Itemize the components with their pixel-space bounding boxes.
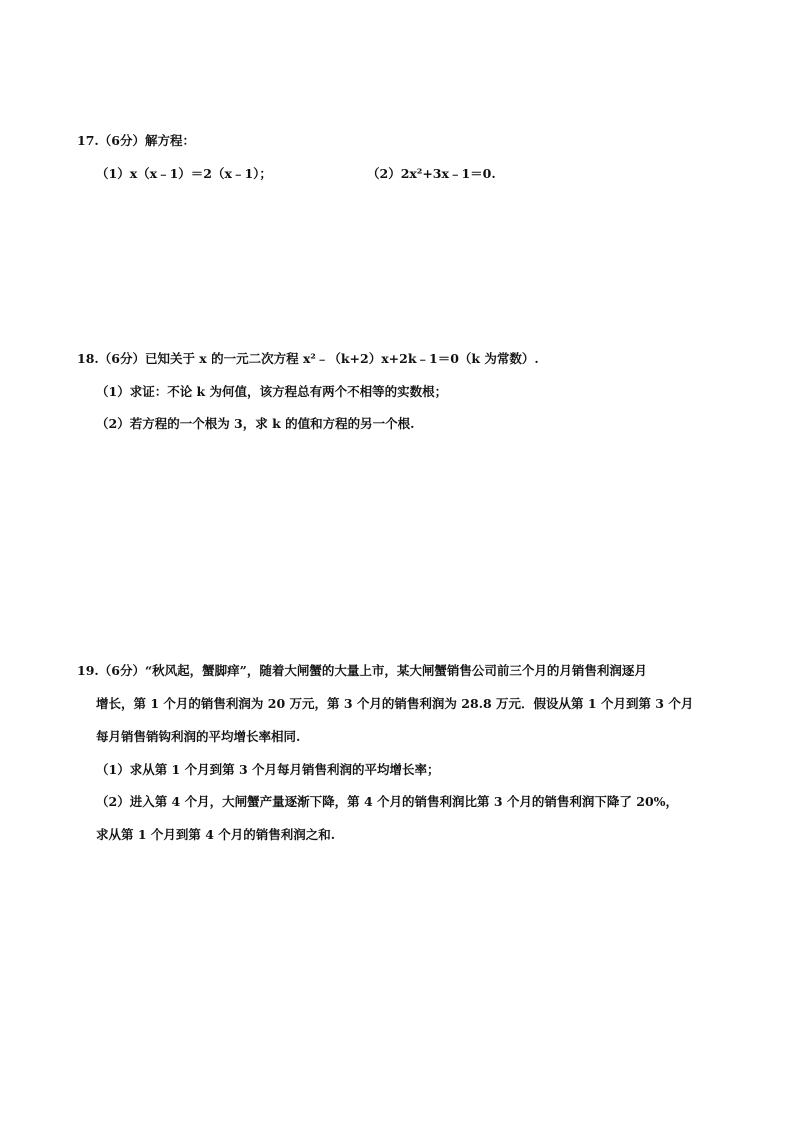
- question-18-title: 18.（6分）已知关于 x 的一元二次方程 x²﹣（k+2）x+2k﹣1＝0（k 为常数）.: [77, 351, 539, 366]
- question-17-title: 17.（6分）解方程：: [77, 133, 195, 148]
- question-19-part-2-line-1: （2）进入第 4 个月，大闸蟹产量逐渐下降，第 4 个月的销售利润比第 3 个月的销售利润下降了 20%，: [96, 794, 679, 809]
- question-18-part-2: （2）若方程的一个根为 3，求 k 的值和方程的另一个根.: [96, 416, 415, 431]
- question-17-part-1: （1）x（x﹣1）＝2（x﹣1）；: [96, 166, 272, 181]
- question-18-part-1: （1）求证：不论 k 为何值，该方程总有两个不相等的实数根；: [96, 384, 448, 399]
- question-19-line-3: 每月销售销钩利润的平均增长率相同.: [96, 729, 301, 744]
- question-19-line-1: 19.（6分）“秋风起，蟹脚痒”，随着大闸蟹的大量上市，某大闸蟹销售公司前三个月的月销售利润逐月: [77, 663, 647, 678]
- question-19-part-1: （1）求从第 1 个月到第 3 个月每月销售利润的平均增长率；: [96, 762, 440, 777]
- question-19-line-2: 增长，第 1 个月的销售利润为 20 万元，第 3 个月的销售利润为 28.8 万元．假设从第 1 个月到第 3 个月: [96, 696, 694, 711]
- question-17-part-2: （2）2x²+3x﹣1＝0.: [367, 166, 496, 181]
- question-19-part-2-line-2: 求从第 1 个月到第 4 个月的销售利润之和.: [96, 827, 336, 842]
